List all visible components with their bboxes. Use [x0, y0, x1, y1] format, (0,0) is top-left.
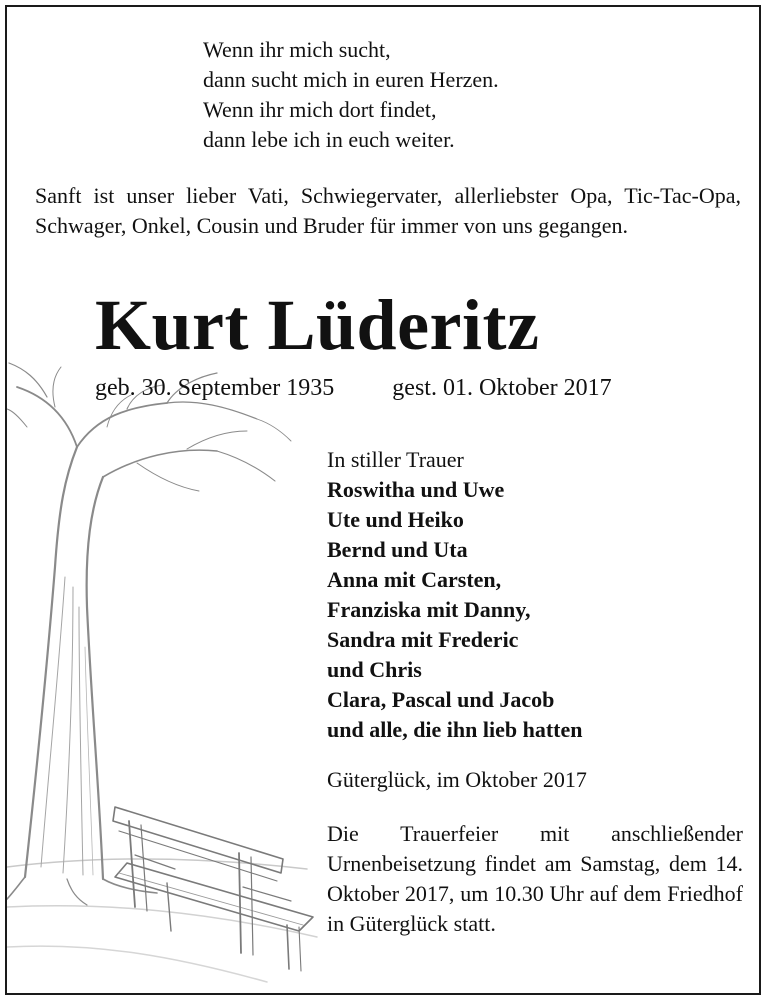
announcement-text: Sanft ist unser lieber Vati, Schwiegervater, allerliebster Opa, Tic-Tac-Opa, Schwager, Onkel, Cousin und Bruder für immer von uns gegangen.	[35, 183, 741, 238]
deceased-name: Kurt Lüderitz	[95, 285, 540, 365]
life-dates	[95, 373, 612, 403]
mourning-intro: In stiller Trauer	[327, 447, 464, 472]
mourner-name: Ute und Heiko	[327, 507, 464, 532]
poem	[203, 35, 499, 155]
mourner-name: Clara, Pascal und Jacob	[327, 687, 555, 712]
mourner-name: Anna mit Carsten,	[327, 567, 502, 592]
mourner-name: Bernd und Uta	[327, 537, 468, 562]
poem-line: Wenn ihr mich sucht,	[203, 37, 391, 62]
bench-sketch	[113, 807, 313, 971]
mourner-name: Sandra mit Frederic	[327, 627, 519, 652]
mourners-list	[327, 445, 583, 745]
mourner-name: und alle, die ihn lieb hatten	[327, 717, 583, 742]
ceremony-info: Die Trauerfeier mit anschließender Urnenbeisetzung findet am Samstag, dem 14. Oktober 2017, um 10.30 Uhr auf dem Friedhof in Güterglück statt.	[327, 821, 743, 936]
poem-line: dann sucht mich in euren Herzen.	[203, 67, 499, 92]
place-date: Güterglück, im Oktober 2017	[327, 767, 587, 792]
mourner-name: Roswitha und Uwe	[327, 477, 505, 502]
mourner-name: und Chris	[327, 657, 422, 682]
tree-sketch	[7, 363, 317, 982]
poem-line: Wenn ihr mich dort findet,	[203, 97, 437, 122]
birth-date: geb. 30. September 1935	[95, 375, 335, 401]
poem-line: dann lebe ich in euch weiter.	[203, 127, 455, 152]
death-date: gest. 01. Oktober 2017	[392, 375, 612, 401]
mourner-name: Franziska mit Danny,	[327, 597, 531, 622]
obituary-card	[5, 5, 761, 995]
